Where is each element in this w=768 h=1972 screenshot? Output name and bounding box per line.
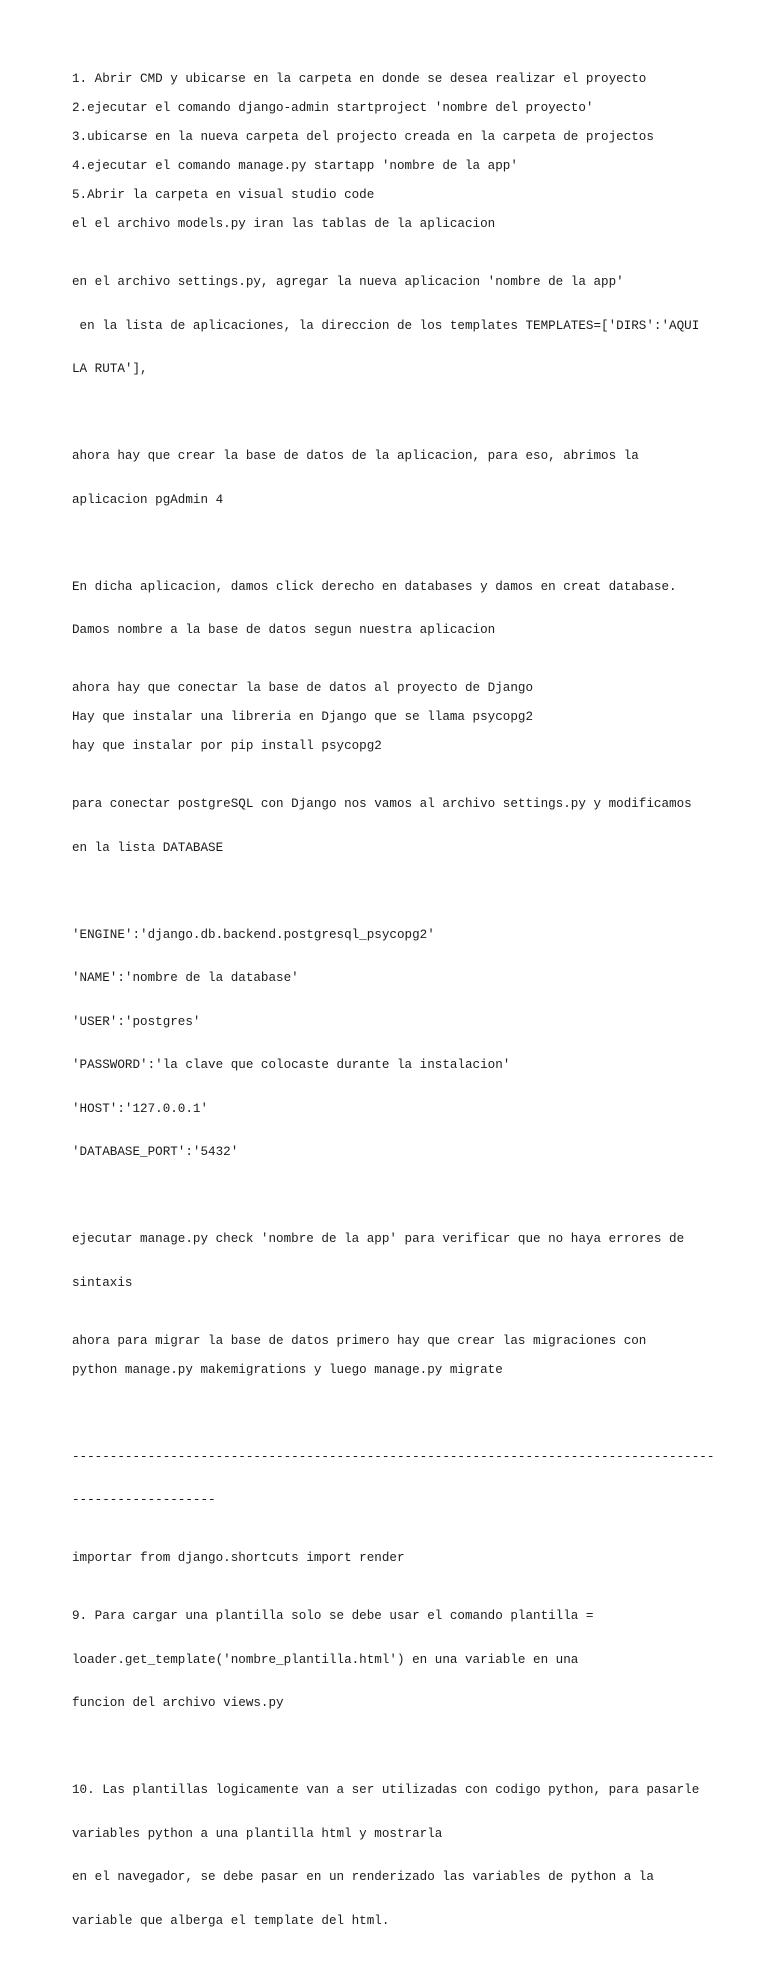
db-config-password: 'PASSWORD':'la clave que colocaste durante la instalacion': [72, 1058, 511, 1072]
step-9-line: 9. Para cargar una plantilla solo se debe usar el comando plantilla =: [72, 1609, 594, 1623]
pg-note-line: en la lista DATABASE: [72, 840, 224, 855]
separator-line: [72, 1421, 715, 1537]
lib-note: Hay que instalar una libreria en Django que se llama psycopg2: [72, 710, 534, 724]
step-3: 3.ubicarse en la nueva carpeta del projecto creada en la carpeta de projectos: [72, 130, 654, 144]
step-10-line: variables python a una plantilla html y mostrarla: [72, 1826, 443, 1841]
db-config-block: [72, 899, 702, 1189]
connect-note: ahora hay que conectar la base de datos al proyecto de Django: [72, 681, 534, 695]
import-note: importar from django.shortcuts import render: [72, 1551, 405, 1565]
db-config-port: 'DATABASE_PORT':'5432': [72, 1145, 239, 1159]
settings-note-line: en la lista de aplicaciones, la direccion de los templates TEMPLATES=['DIRS':'AQUI: [72, 318, 700, 333]
check-note-line: ejecutar manage.py check 'nombre de la app' para verificar que no haya errores de: [72, 1232, 685, 1246]
settings-note: [72, 246, 702, 406]
step-4: 4.ejecutar el comando manage.py startapp 'nombre de la app': [72, 159, 518, 173]
step-2: 2.ejecutar el comando django-admin startproject 'nombre del proyecto': [72, 101, 594, 115]
db-click-line: En dicha aplicacion, damos click derecho en databases y damos en creat database.: [72, 579, 677, 594]
db-config-engine: 'ENGINE':'django.db.backend.postgresql_psycopg2': [72, 927, 435, 942]
step-9-line: funcion del archivo views.py: [72, 1696, 284, 1710]
db-create-line: aplicacion pgAdmin 4: [72, 492, 224, 507]
step-5: 5.Abrir la carpeta en visual studio code: [72, 188, 375, 202]
db-click-line: Damos nombre a la base de datos segun nuestra aplicacion: [72, 623, 496, 637]
db-click-note: [72, 551, 702, 667]
db-create-line: ahora hay que crear la base de datos de la aplicacion, para eso, abrimos la: [72, 449, 639, 463]
document-page: [72, 72, 715, 1972]
separator-part: -------------------------------------------------------------------------------------: [72, 1449, 715, 1464]
step-10-line: en el navegador, se debe pasar en un renderizado las variables de python a la: [72, 1870, 654, 1884]
step-10: [72, 1754, 702, 1957]
pip-note: hay que instalar por pip install psycopg2: [72, 739, 382, 753]
db-create-note: [72, 420, 702, 536]
models-note: el el archivo models.py iran las tablas de la aplicacion: [72, 217, 496, 231]
settings-note-line: LA RUTA'],: [72, 362, 148, 376]
pg-note-line: para conectar postgreSQL con Django nos vamos al archivo settings.py y modificamos: [72, 797, 692, 811]
step-9: [72, 1580, 702, 1740]
migrate-command: python manage.py makemigrations y luego manage.py migrate: [72, 1362, 503, 1377]
step-10-line: 10. Las plantillas logicamente van a ser utilizadas con codigo python, para pasarle: [72, 1783, 700, 1797]
pg-note: [72, 768, 702, 884]
db-config-host: 'HOST':'127.0.0.1': [72, 1101, 209, 1116]
db-config-user: 'USER':'postgres': [72, 1014, 201, 1029]
check-note: [72, 1203, 702, 1319]
step-9-line: loader.get_template('nombre_plantilla.html') en una variable en una: [72, 1652, 579, 1667]
check-note-line: sintaxis: [72, 1275, 133, 1290]
db-config-name: 'NAME':'nombre de la database': [72, 971, 299, 985]
step-1: 1. Abrir CMD y ubicarse en la carpeta en donde se desea realizar el proyecto: [72, 72, 647, 86]
settings-note-line: en el archivo settings.py, agregar la nueva aplicacion 'nombre de la app': [72, 275, 624, 289]
step-10-line: variable que alberga el template del html.: [72, 1913, 390, 1928]
separator-part: -------------------: [72, 1493, 216, 1507]
migrate-note: ahora para migrar la base de datos primero hay que crear las migraciones con: [72, 1333, 647, 1348]
spacer: [72, 1392, 702, 1421]
